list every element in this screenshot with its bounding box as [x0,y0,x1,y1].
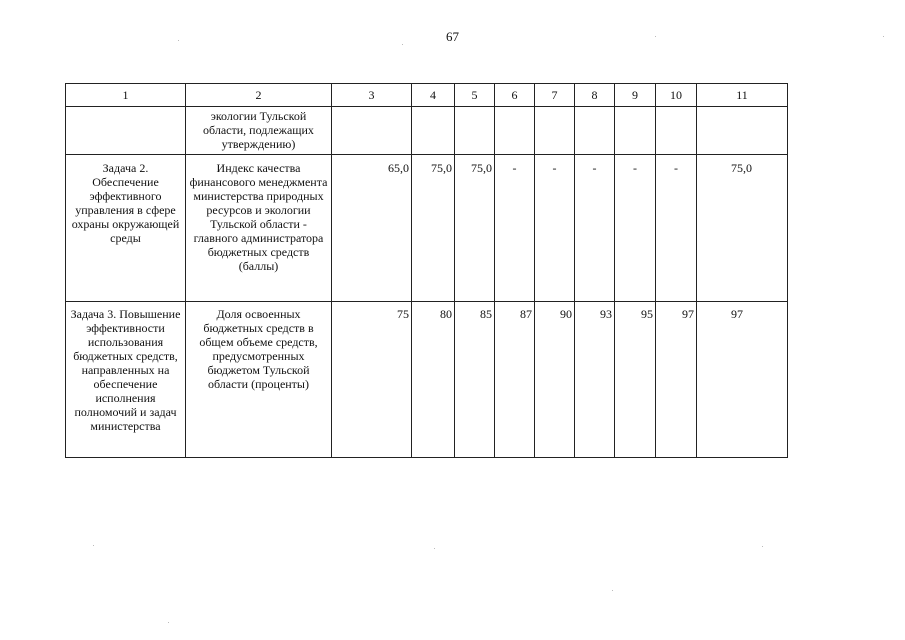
scan-speck [93,545,94,546]
value-cell: 65,0 [332,155,412,302]
indicator-cell: Доля освоенных бюджетных средств в общем объеме средств, предусмотренных бюджетом Тульской области (проценты) [186,302,332,458]
indicator-cell: Индекс качества финансового менеджмента министерства природных ресурсов и экологии Тульской области - главного администратора бюджетных средств (баллы) [186,155,332,302]
column-header: 10 [656,84,697,107]
value-cell: - [575,155,615,302]
value-cell: 93 [575,302,615,458]
value-cell: 75 [332,302,412,458]
value-cell [535,107,575,155]
value-cell [575,107,615,155]
table-row [66,302,788,458]
table-header-row [66,84,788,107]
value-cell: - [495,155,535,302]
value-cell: 85 [455,302,495,458]
column-header: 2 [186,84,332,107]
page-number: 67 [446,29,459,44]
value-cell [697,107,788,155]
value-cell: 75,0 [455,155,495,302]
column-header: 4 [412,84,455,107]
value-cell: 90 [535,302,575,458]
table-row [66,155,788,302]
column-header: 8 [575,84,615,107]
column-header: 11 [697,84,788,107]
value-cell [656,107,697,155]
value-cell: - [656,155,697,302]
value-cell [615,107,656,155]
value-cell [412,107,455,155]
value-cell: 80 [412,302,455,458]
column-header: 3 [332,84,412,107]
scan-speck [402,44,403,45]
value-cell: 97 [697,302,788,458]
column-header: 9 [615,84,656,107]
column-header: 7 [535,84,575,107]
value-cell [332,107,412,155]
task-cell: Задача 2. Обеспечение эффективного управления в сфере охраны окружающей среды [66,155,186,302]
value-cell: - [535,155,575,302]
task-cell [66,107,186,155]
column-header: 5 [455,84,495,107]
scan-speck [762,546,763,547]
scan-speck [883,36,884,37]
indicator-cell: экологии Тульской области, подлежащих утверждению) [186,107,332,155]
scan-speck [178,40,179,41]
value-cell: - [615,155,656,302]
scan-speck [655,36,656,37]
value-cell: 87 [495,302,535,458]
scan-speck [612,590,613,591]
indicators-table [65,83,788,458]
scan-speck [434,548,435,549]
value-cell: 75,0 [412,155,455,302]
value-cell: 97 [656,302,697,458]
table-row [66,107,788,155]
value-cell: 75,0 [697,155,788,302]
column-header: 6 [495,84,535,107]
task-cell: Задача 3. Повышение эффективности использования бюджетных средств, направленных на обеспечение исполнения полномочий и задач министерства [66,302,186,458]
scan-speck [168,622,169,623]
value-cell [455,107,495,155]
value-cell [495,107,535,155]
column-header: 1 [66,84,186,107]
value-cell: 95 [615,302,656,458]
